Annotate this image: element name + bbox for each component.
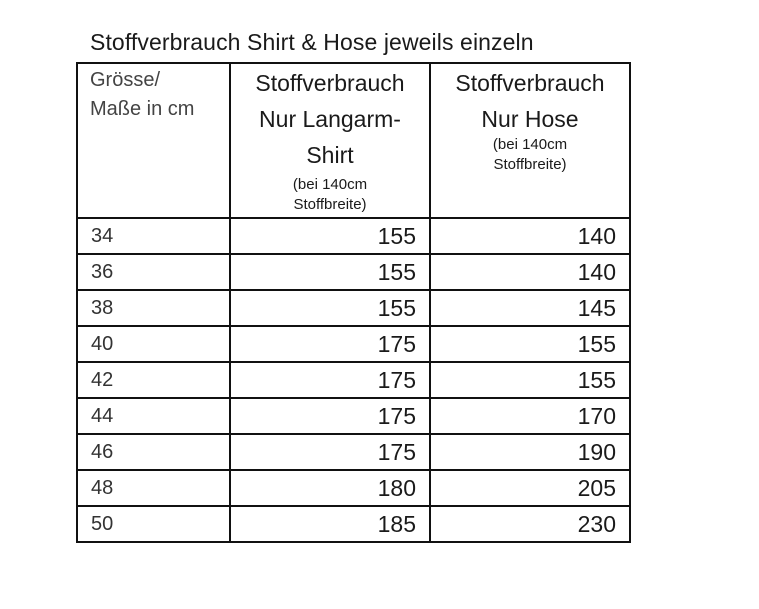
header-hose-sub-2: Stoffbreite) xyxy=(493,156,567,173)
table-row xyxy=(77,434,630,470)
header-hose-sub-1: (bei 140cm xyxy=(492,136,568,153)
header-size xyxy=(77,63,230,218)
size-cell: 38 xyxy=(77,290,230,326)
header-shirt-line-1: Stoffverbrauch xyxy=(255,70,405,96)
table-row xyxy=(77,218,630,254)
hose-cell: 230 xyxy=(430,506,630,542)
hose-cell: 170 xyxy=(430,398,630,434)
hose-cell: 205 xyxy=(430,470,630,506)
table-row xyxy=(77,470,630,506)
table-row xyxy=(77,290,630,326)
table-row xyxy=(77,362,630,398)
size-cell: 48 xyxy=(77,470,230,506)
header-shirt-line-2: Nur Langarm- xyxy=(259,106,401,132)
shirt-cell: 180 xyxy=(230,470,430,506)
shirt-cell: 155 xyxy=(230,290,430,326)
size-cell: 50 xyxy=(77,506,230,542)
hose-cell: 190 xyxy=(430,434,630,470)
header-row xyxy=(77,63,630,218)
table-row xyxy=(77,326,630,362)
page-title: Stoffverbrauch Shirt & Hose jeweils einzeln xyxy=(90,29,534,55)
header-shirt-line-3: Shirt xyxy=(306,142,354,168)
shirt-cell: 175 xyxy=(230,434,430,470)
hose-cell: 140 xyxy=(430,218,630,254)
shirt-cell: 185 xyxy=(230,506,430,542)
table-row xyxy=(77,398,630,434)
size-cell: 42 xyxy=(77,362,230,398)
fabric-usage-table xyxy=(76,62,631,543)
header-shirt-sub-1: (bei 140cm xyxy=(292,176,368,193)
header-hose-line-2: Nur Hose xyxy=(481,106,579,132)
shirt-cell: 175 xyxy=(230,362,430,398)
hose-cell: 155 xyxy=(430,326,630,362)
shirt-cell: 155 xyxy=(230,254,430,290)
shirt-cell: 175 xyxy=(230,326,430,362)
header-size-line-1: Grösse/ xyxy=(90,69,161,91)
header-hose xyxy=(430,63,630,218)
header-size-line-2: Maße in cm xyxy=(90,98,195,120)
size-cell: 44 xyxy=(77,398,230,434)
hose-cell: 155 xyxy=(430,362,630,398)
header-shirt xyxy=(230,63,430,218)
size-cell: 46 xyxy=(77,434,230,470)
shirt-cell: 175 xyxy=(230,398,430,434)
size-cell: 34 xyxy=(77,218,230,254)
size-cell: 40 xyxy=(77,326,230,362)
table-row xyxy=(77,506,630,542)
header-shirt-sub-2: Stoffbreite) xyxy=(293,196,367,213)
table-row xyxy=(77,254,630,290)
hose-cell: 145 xyxy=(430,290,630,326)
hose-cell: 140 xyxy=(430,254,630,290)
shirt-cell: 155 xyxy=(230,218,430,254)
size-cell: 36 xyxy=(77,254,230,290)
header-hose-line-1: Stoffverbrauch xyxy=(455,70,605,96)
